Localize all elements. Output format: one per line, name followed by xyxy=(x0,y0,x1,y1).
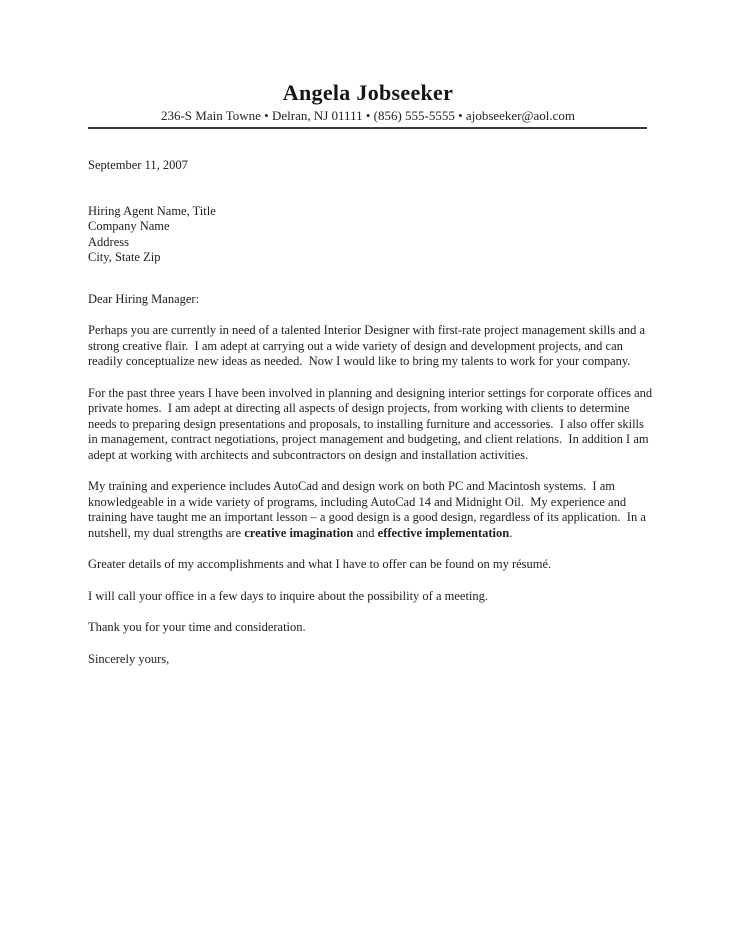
paragraph-text: Sincerely yours, xyxy=(88,651,170,666)
letterhead-contact-line: 236-S Main Towne • Delran, NJ 01111 • (856) 555-5555 • ajobseeker@aol.com xyxy=(160,108,576,123)
letter-paragraph xyxy=(88,479,653,541)
paragraph-text: Perhaps you are currently in need of a talented Interior Designer with first-rate project management skills and a strong creative flair. I am adept at carrying out a wide variety of design and development projects, and can readily conceptualize new ideas as needed. Now I would like to bring my talents to work for your company. xyxy=(88,323,649,368)
letter-paragraph xyxy=(88,385,656,464)
paragraph-text: My training and experience includes AutoCad and design work on both PC and Macintosh systems. I am knowledgeable in a wide variety of programs, including AutoCad 14 and Midnight Oil. My experience and training have taught me an important lesson – a good design is a good design, regardless of its application. In a nutshell, my dual strengths are xyxy=(88,479,649,540)
letter-paragraph xyxy=(88,323,653,370)
recipient-block xyxy=(88,204,653,266)
letter-paragraph xyxy=(88,589,653,605)
paragraph-text: For the past three years I have been involved in planning and designing interior settings for corporate offices and private homes. I am adept at directing all aspects of design projects, from working with clients to determine needs to preparing design presentations and proposals, to installing furniture and accessories. I also offer skills in management, contract negotiations, project management and budgeting, and client relations. In addition I am adept at working with architects and subcontractors on design and installation activities. xyxy=(88,385,656,462)
paragraph-text: . xyxy=(509,525,513,540)
paragraph-text: I will call your office in a few days to inquire about the possibility of a meeting. xyxy=(88,588,489,603)
letterhead xyxy=(0,0,736,129)
paragraph-text: Thank you for your time and consideration. xyxy=(88,620,306,634)
recipient-line: Hiring Agent Name, Title xyxy=(88,203,216,218)
letter-body xyxy=(0,158,736,667)
recipient-line: City, State Zip xyxy=(88,250,161,264)
paragraph-text: Greater details of my accomplishments and what I have to offer can be found on my résumé. xyxy=(88,557,552,571)
letter-date: September 11, 2007 xyxy=(88,158,188,172)
recipient-line: Company Name xyxy=(88,219,170,233)
letter-paragraph xyxy=(88,652,653,668)
letterhead-divider xyxy=(88,127,647,129)
letterhead-name: Angela Jobseeker xyxy=(282,80,454,105)
letter-paragraph xyxy=(88,620,653,636)
letter-paragraphs xyxy=(88,323,656,667)
emphasized-text: effective implementation xyxy=(377,525,510,540)
paragraph-text: and xyxy=(353,525,378,540)
salutation: Dear Hiring Manager: xyxy=(88,291,200,306)
recipient-line: Address xyxy=(88,234,129,249)
emphasized-text: creative imagination xyxy=(244,525,354,540)
letter-paragraph xyxy=(88,557,653,573)
